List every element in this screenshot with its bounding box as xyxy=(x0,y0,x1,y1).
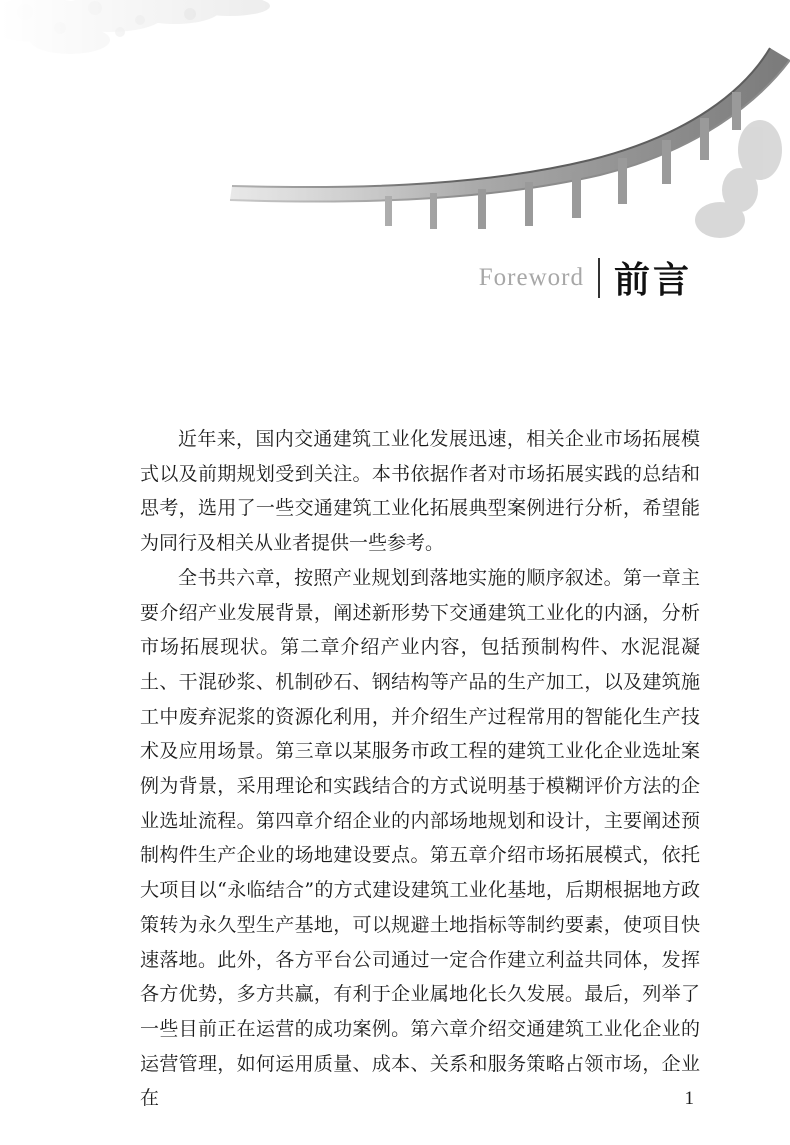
page-number: 1 xyxy=(684,1088,694,1109)
chapter-title xyxy=(479,252,692,303)
bridge-illustration xyxy=(0,0,790,250)
title-divider xyxy=(598,258,600,298)
paragraph: 全书共六章，按照产业规划到落地实施的顺序叙述。第一章主要介绍产业发展背景，阐述新形势下交通建筑工业化的内涵，分析市场拓展现状。第二章介绍产业内容，包括预制构件、水泥混凝土、干混砂浆、机制砂石、钢结构等产品的生产加工，以及建筑施工中废弃泥浆的资源化利用，并介绍生产过程常用的智能化生产技术及应用场景。第三章以某服务市政工程的建筑工业化企业选址案例为背景，采用理论和实践结合的方式说明基于模糊评价方法的企业选址流程。第四章介绍企业的内部场地规划和设计，主要阐述预制构件生产企业的场地建设要点。第五章介绍市场拓展模式，依托大项目以“永临结合”的方式建设建筑工业化基地，后期根据地方政策转为永久型生产基地，可以规避土地指标等制约要素，使项目快速落地。此外，各方平台公司通过一定合作建立利益共同体，发挥各方优势，多方共赢，有利于企业属地化长久发展。最后，列举了一些目前正在运营的成功案例。第六章介绍交通建筑工业化企业的运营管理，如何运用质量、成本、关系和服务策略占领市场，企业在 xyxy=(140,566,700,1110)
body-text xyxy=(140,422,700,1116)
title-chinese: 前言 xyxy=(613,260,692,301)
paragraph: 近年来，国内交通建筑工业化发展迅速，相关企业市场拓展模式以及前期规划受到关注。本书依据作者对市场拓展实践的总结和思考，选用了一些交通建筑工业化拓展典型案例进行分析，希望能为同行及相关从业者提供一些参考。 xyxy=(140,428,700,555)
title-english: Foreword xyxy=(478,263,584,291)
